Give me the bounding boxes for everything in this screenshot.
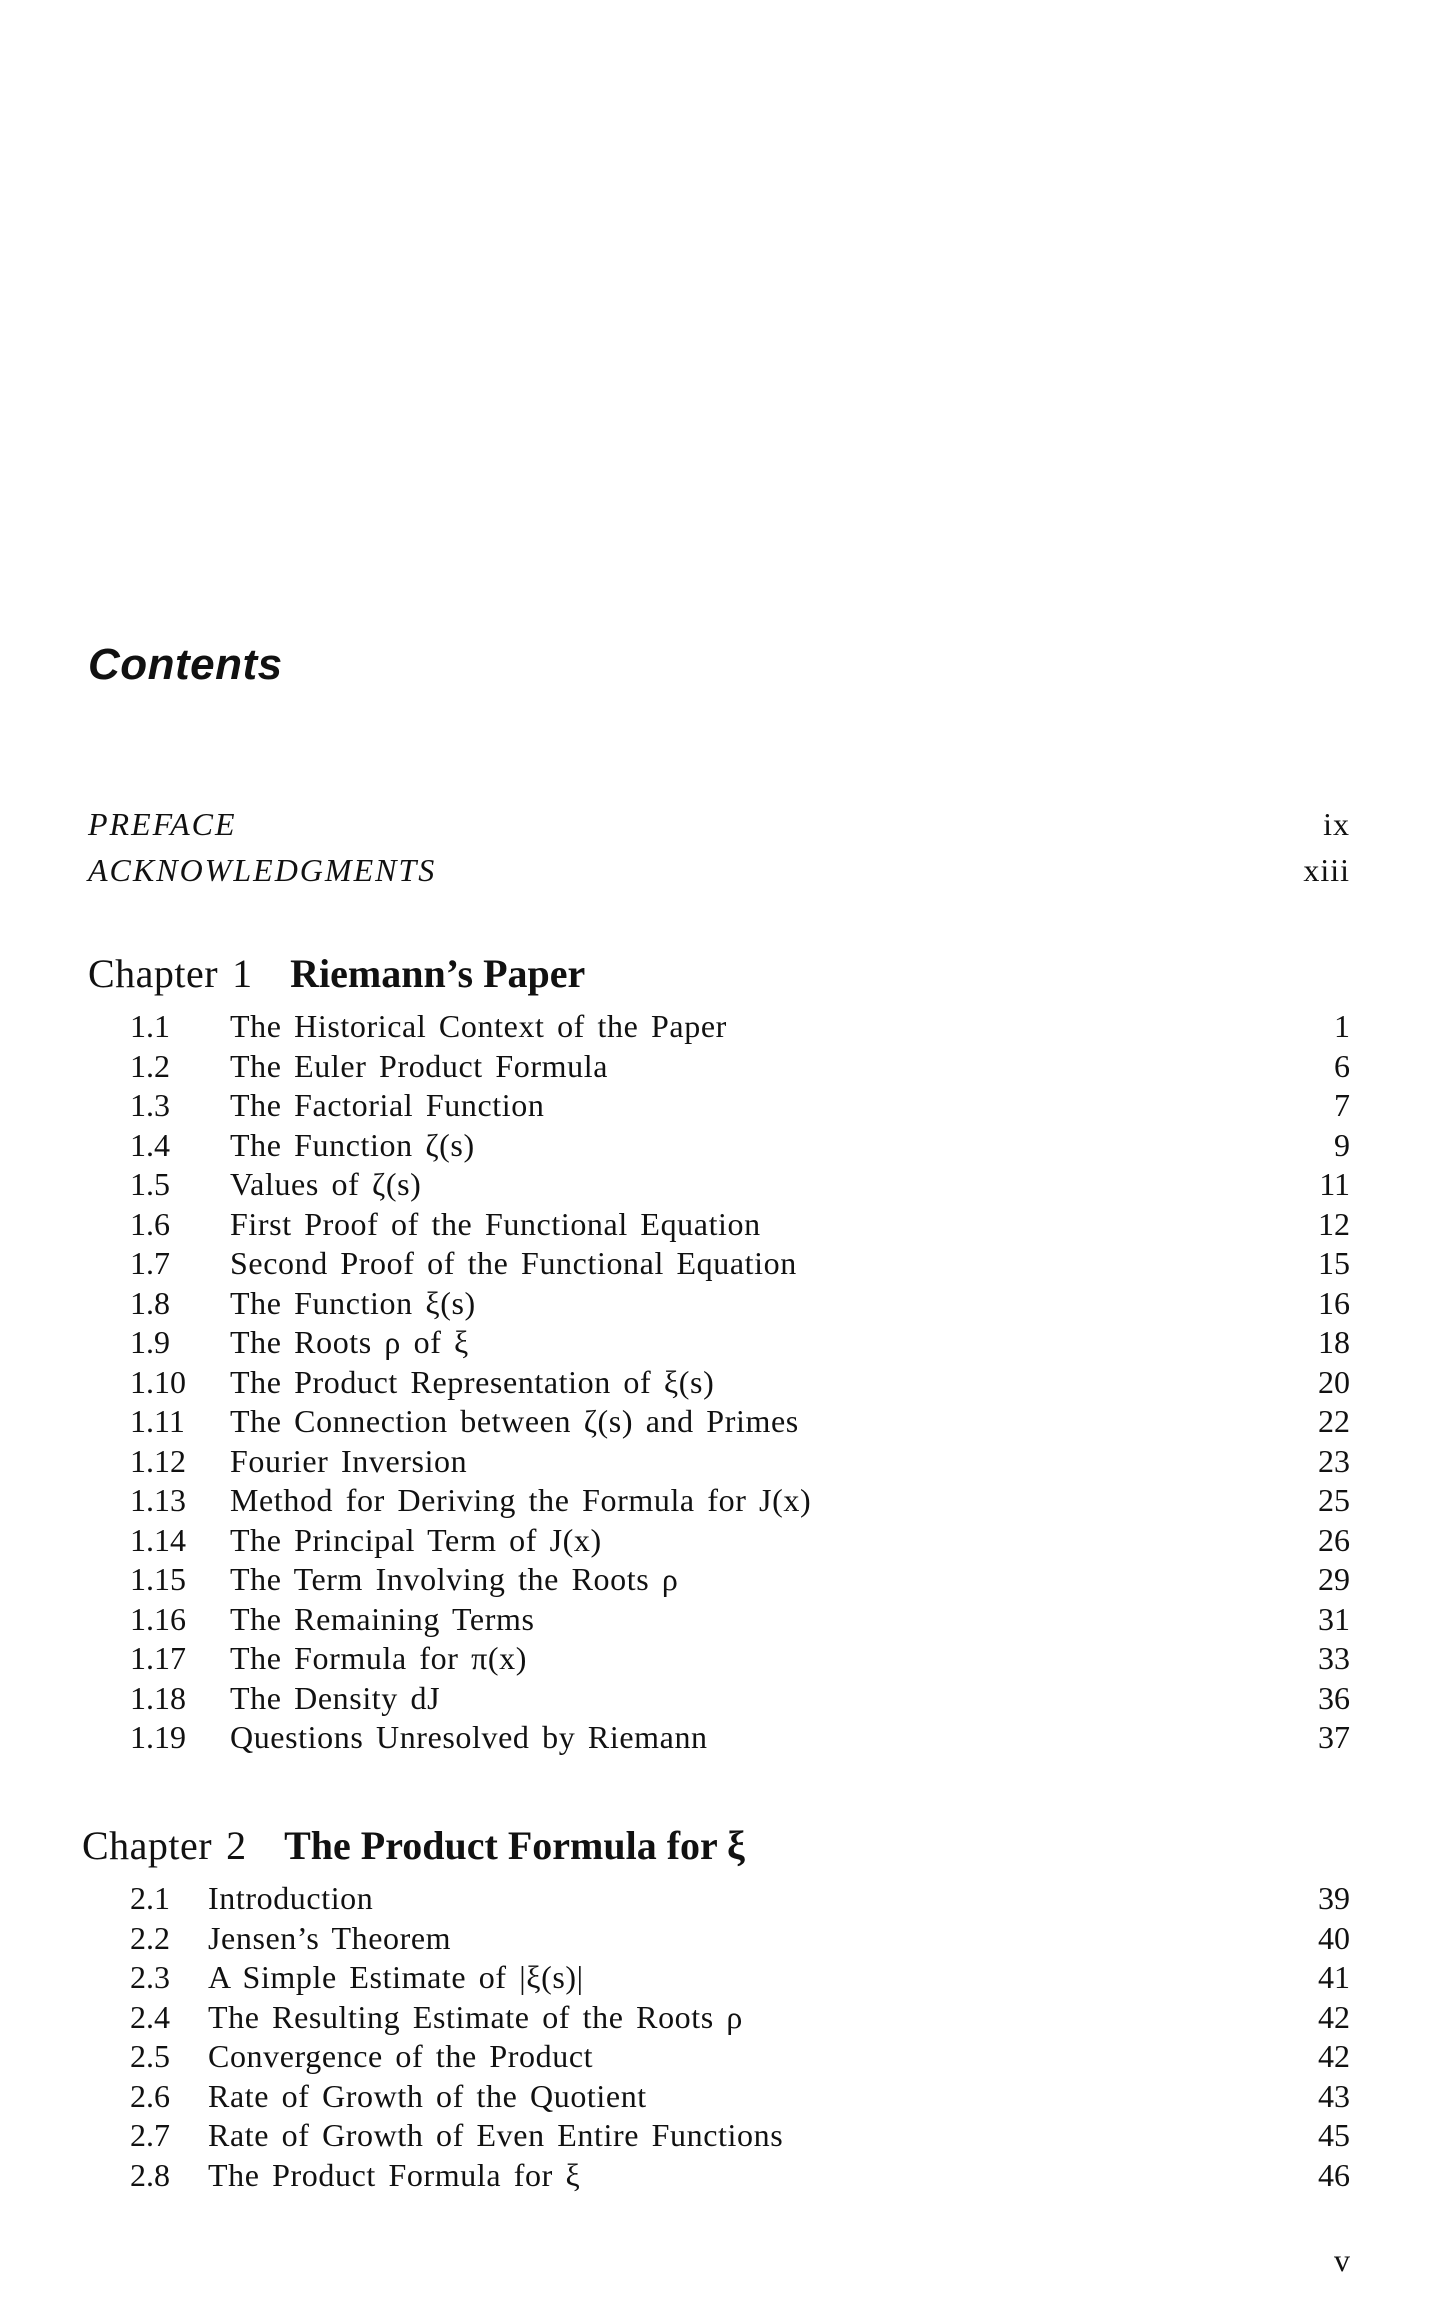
section-number: 2.8 xyxy=(130,2156,170,2193)
section-title: Questions Unresolved by Riemann xyxy=(230,1719,708,1755)
toc-entry[interactable] xyxy=(130,1561,1350,1601)
toc-entry[interactable] xyxy=(130,1087,1350,1127)
section-number: 1.13 xyxy=(130,1482,186,1518)
section-page: 20 xyxy=(1318,1363,1350,1400)
section-title: The Remaining Terms xyxy=(230,1600,535,1637)
toc-entry[interactable] xyxy=(130,1206,1350,1246)
section-title: The Function ζ(s) xyxy=(230,1126,475,1163)
section-page: 7 xyxy=(1334,1087,1350,1123)
chapter-1 xyxy=(88,950,1350,1759)
section-page: 46 xyxy=(1318,2156,1350,2193)
section-number: 2.4 xyxy=(130,1998,170,2035)
section-title: The Density dJ xyxy=(230,1679,441,1716)
section-title: Rate of Growth of Even Entire Functions xyxy=(208,2117,784,2153)
section-number: 1.19 xyxy=(130,1719,186,1755)
section-number: 1.17 xyxy=(130,1640,186,1676)
toc-entry[interactable] xyxy=(130,1048,1350,1088)
section-page: 23 xyxy=(1318,1442,1350,1479)
section-title: The Factorial Function xyxy=(230,1087,545,1123)
toc-entry[interactable] xyxy=(130,2038,1350,2078)
section-page: 26 xyxy=(1318,1521,1350,1558)
section-number: 1.7 xyxy=(130,1245,170,1281)
section-title: Rate of Growth of the Quotient xyxy=(208,2077,647,2114)
section-number: 2.6 xyxy=(130,2077,170,2114)
section-number: 1.15 xyxy=(130,1561,186,1597)
chapter-heading[interactable] xyxy=(82,1822,1350,1880)
section-title: The Product Formula for ξ xyxy=(208,2156,581,2193)
toc-entry[interactable] xyxy=(130,1324,1350,1364)
section-page: 25 xyxy=(1318,1482,1350,1518)
toc-entry[interactable] xyxy=(130,1959,1350,1999)
toc-entry[interactable] xyxy=(130,1522,1350,1562)
toc-entry[interactable] xyxy=(130,1920,1350,1960)
section-title: The Principal Term of J(x) xyxy=(230,1521,602,1558)
chapter-word: Chapter xyxy=(88,951,219,996)
section-number: 1.3 xyxy=(130,1087,170,1123)
section-number: 2.3 xyxy=(130,1959,170,1995)
chapter-word: Chapter xyxy=(82,1823,213,1868)
entry-title: ACKNOWLEDGMENTS xyxy=(88,852,437,888)
section-page: 39 xyxy=(1318,1880,1350,1916)
chapter-title: The Product Formula for ξ xyxy=(284,1823,745,1868)
section-title: A Simple Estimate of |ξ(s)| xyxy=(208,1959,584,1995)
section-page: 11 xyxy=(1319,1166,1350,1202)
toc-entry[interactable] xyxy=(130,1680,1350,1720)
toc-entry[interactable] xyxy=(130,1403,1350,1443)
section-page: 40 xyxy=(1318,1919,1350,1956)
toc-entry[interactable] xyxy=(130,1999,1350,2039)
section-title: Introduction xyxy=(208,1880,374,1916)
toc-entry[interactable] xyxy=(130,1166,1350,1206)
section-page: 9 xyxy=(1334,1126,1350,1163)
section-title: The Historical Context of the Paper xyxy=(230,1008,727,1044)
section-title: The Resulting Estimate of the Roots ρ xyxy=(208,1998,743,2035)
section-page: 29 xyxy=(1318,1561,1350,1597)
section-title: The Term Involving the Roots ρ xyxy=(230,1561,679,1597)
section-page: 18 xyxy=(1318,1324,1350,1360)
section-list xyxy=(130,1008,1350,1759)
section-title: Values of ζ(s) xyxy=(230,1166,422,1202)
section-number: 1.10 xyxy=(130,1363,186,1400)
section-page: 41 xyxy=(1318,1959,1350,1995)
section-title: Convergence of the Product xyxy=(208,2038,594,2074)
section-number: 1.5 xyxy=(130,1166,170,1202)
section-page: 33 xyxy=(1318,1640,1350,1676)
section-page: 36 xyxy=(1318,1679,1350,1716)
section-number: 2.7 xyxy=(130,2117,170,2153)
toc-entry[interactable] xyxy=(130,1443,1350,1483)
toc-entry[interactable] xyxy=(130,1719,1350,1759)
section-number: 1.1 xyxy=(130,1008,170,1044)
section-title: The Euler Product Formula xyxy=(230,1047,609,1084)
section-page: 16 xyxy=(1318,1284,1350,1321)
section-number: 1.2 xyxy=(130,1047,170,1084)
toc-entry[interactable] xyxy=(130,1127,1350,1167)
page-number: v xyxy=(1334,2242,1350,2278)
toc-entry[interactable] xyxy=(130,1482,1350,1522)
section-page: 1 xyxy=(1334,1008,1350,1044)
section-page: 42 xyxy=(1318,2038,1350,2074)
section-number: 2.2 xyxy=(130,1919,170,1956)
toc-entry[interactable] xyxy=(130,1245,1350,1285)
section-number: 1.18 xyxy=(130,1679,186,1716)
section-title: The Function ξ(s) xyxy=(230,1284,476,1321)
toc-entry[interactable] xyxy=(130,1285,1350,1325)
section-list xyxy=(130,1880,1350,2196)
section-page: 15 xyxy=(1318,1245,1350,1281)
section-number: 1.4 xyxy=(130,1126,170,1163)
section-number: 1.16 xyxy=(130,1600,186,1637)
entry-title: PREFACE xyxy=(88,806,237,842)
section-page: 37 xyxy=(1318,1719,1350,1755)
section-title: Method for Deriving the Formula for J(x) xyxy=(230,1482,812,1518)
section-number: 2.1 xyxy=(130,1880,170,1916)
section-number: 1.11 xyxy=(130,1403,185,1439)
toc-entry[interactable] xyxy=(130,2157,1350,2197)
section-page: 43 xyxy=(1318,2077,1350,2114)
chapter-number: 1 xyxy=(232,951,253,996)
section-title: Second Proof of the Functional Equation xyxy=(230,1245,797,1281)
chapter-title: Riemann’s Paper xyxy=(290,951,586,996)
page-title: Contents xyxy=(88,640,283,689)
section-title: The Product Representation of ξ(s) xyxy=(230,1363,715,1400)
section-number: 2.5 xyxy=(130,2038,170,2074)
entry-page: xiii xyxy=(1303,852,1350,888)
toc-entry[interactable] xyxy=(130,1008,1350,1048)
toc-entry[interactable] xyxy=(130,1880,1350,1920)
section-page: 42 xyxy=(1318,1998,1350,2035)
section-number: 1.9 xyxy=(130,1324,170,1360)
toc-entry-acknowledgments[interactable] xyxy=(88,852,1350,898)
toc-entry[interactable] xyxy=(130,1364,1350,1404)
section-title: Jensen’s Theorem xyxy=(208,1919,452,1956)
section-title: The Connection between ζ(s) and Primes xyxy=(230,1403,799,1439)
section-page: 22 xyxy=(1318,1403,1350,1439)
section-page: 31 xyxy=(1318,1600,1350,1637)
section-title: Fourier Inversion xyxy=(230,1442,468,1479)
section-number: 1.14 xyxy=(130,1521,186,1558)
section-title: First Proof of the Functional Equation xyxy=(230,1205,761,1242)
section-number: 1.8 xyxy=(130,1284,170,1321)
section-number: 1.12 xyxy=(130,1442,186,1479)
section-title: The Roots ρ of ξ xyxy=(230,1324,469,1360)
section-page: 12 xyxy=(1318,1205,1350,1242)
section-page: 6 xyxy=(1334,1047,1350,1084)
front-matter xyxy=(88,806,1350,898)
section-number: 1.6 xyxy=(130,1205,170,1242)
chapter-2 xyxy=(82,1822,1350,2196)
section-title: The Formula for π(x) xyxy=(230,1640,527,1676)
entry-page: ix xyxy=(1323,806,1350,842)
toc-entry[interactable] xyxy=(130,1640,1350,1680)
toc-entry[interactable] xyxy=(130,2078,1350,2118)
toc-entry-preface[interactable] xyxy=(88,806,1350,852)
chapter-number: 2 xyxy=(226,1823,247,1868)
toc-entry[interactable] xyxy=(130,2117,1350,2157)
section-page: 45 xyxy=(1318,2117,1350,2153)
chapter-heading[interactable] xyxy=(88,950,1350,1008)
toc-entry[interactable] xyxy=(130,1601,1350,1641)
